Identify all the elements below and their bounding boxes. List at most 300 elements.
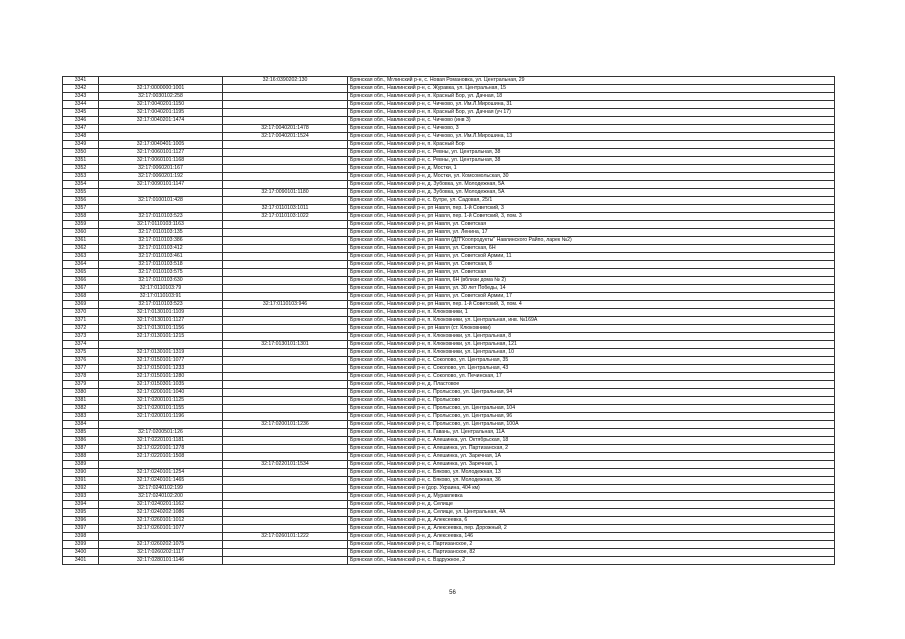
table-row [63,349,835,357]
row-number-cell: 3348 [63,133,99,141]
address-cell: Брянская обл., Мглинский р-н, с. Новая Романовка, ул. Центральная, 29 [348,77,835,85]
address-cell: Брянская обл., Навлинский р-н, с. Алешинка, ул. Заречная, 1 [348,461,835,469]
cadastral-number-cell [99,461,223,469]
cadastral-number-cell: 32:17:0030102:258 [99,93,223,101]
address-cell: Брянская обл., Навлинский р-н, д. Муравлевка [348,493,835,501]
cadastral-number-cell: 32:17:0110103:135 [99,229,223,237]
cadastral-number-alt-cell [223,141,348,149]
cadastral-number-cell [99,189,223,197]
table-row [63,309,835,317]
row-number-cell: 3373 [63,333,99,341]
table-row [63,237,835,245]
address-cell: Брянская обл., Навлинский р-н, с. Чичково, 3 [348,125,835,133]
row-number-cell: 3374 [63,341,99,349]
cadastral-number-alt-cell [223,221,348,229]
cadastral-number-cell: 32:17:0040201:1150 [99,101,223,109]
cadastral-number-alt-cell: 32:17:0090101:1180 [223,189,348,197]
row-number-cell: 3365 [63,269,99,277]
address-cell: Брянская обл., Навлинский р-н, п. Красный Бор, ул. Дачная (уч 17) [348,109,835,117]
address-cell: Брянская обл., Навлинский р-н, д. Алексеевка, пер. Дорожный, 2 [348,525,835,533]
cadastral-number-cell [99,205,223,213]
table-row [63,541,835,549]
address-cell: Брянская обл., Навлинский р-н, рп Навля, 6Н (вблизи дома № 2) [348,277,835,285]
address-cell: Брянская обл., Навлинский р-н, д. Селище [348,501,835,509]
table-row [63,213,835,221]
address-cell: Брянская обл., Навлинский р-н, рп Навля, ул. Советской Армии, 17 [348,293,835,301]
table-row [63,245,835,253]
table-row [63,461,835,469]
row-number-cell: 3401 [63,557,99,565]
address-cell: Брянская обл., Навлинский р-н, с. Пролысово, ул. Центральная, 94 [348,389,835,397]
address-cell: Брянская обл., Навлинский р-н, д. Пластовое [348,381,835,389]
cadastral-number-alt-cell [223,549,348,557]
row-number-cell: 3380 [63,389,99,397]
row-number-cell: 3343 [63,93,99,101]
table-row [63,229,835,237]
cadastral-number-alt-cell [223,429,348,437]
row-number-cell: 3386 [63,437,99,445]
row-number-cell: 3345 [63,109,99,117]
table-row [63,389,835,397]
table-row [63,477,835,485]
cadastral-number-alt-cell [223,493,348,501]
row-number-cell: 3393 [63,493,99,501]
row-number-cell: 3392 [63,485,99,493]
row-number-cell: 3363 [63,253,99,261]
cadastral-number-cell: 32:17:0060101:1127 [99,149,223,157]
row-number-cell: 3397 [63,525,99,533]
cadastral-number-alt-cell [223,325,348,333]
cadastral-number-cell: 32:17:0240201:1162 [99,501,223,509]
cadastral-number-alt-cell [223,317,348,325]
row-number-cell: 3382 [63,405,99,413]
cadastral-number-cell: 32:17:0040201:1474 [99,117,223,125]
cadastral-number-cell: 32:17:0100101:428 [99,197,223,205]
address-cell: Брянская обл., Навлинский р-н, рп Навля, ул. Советская, 8 [348,261,835,269]
cadastral-number-cell: 32:17:0130101:1127 [99,317,223,325]
cadastral-number-alt-cell [223,245,348,253]
cadastral-number-alt-cell [223,509,348,517]
cadastral-number-alt-cell [223,501,348,509]
address-cell: Брянская обл., Навлинский р-н, рп Навля (ст. Клюковники) [348,325,835,333]
row-number-cell: 3355 [63,189,99,197]
cadastral-number-alt-cell [223,477,348,485]
cadastral-number-alt-cell: 32:17:0130101:1301 [223,341,348,349]
table-row [63,397,835,405]
row-number-cell: 3383 [63,413,99,421]
address-cell: Брянская обл., Навлинский р-н, п. Клюковники, ул. Центральная, 121 [348,341,835,349]
cadastral-number-cell: 32:17:0110103:79 [99,285,223,293]
table-row [63,181,835,189]
address-cell: Брянская обл., Навлинский р-н, д. Мостки, 1 [348,165,835,173]
address-cell: Брянская обл., Навлинский р-н, с. Партизанское, 2 [348,541,835,549]
address-cell: Брянская обл., Навлинский р-н, п. Клюковники, 1 [348,309,835,317]
row-number-cell: 3361 [63,237,99,245]
cadastral-number-cell: 32:17:0110103:1163 [99,221,223,229]
row-number-cell: 3378 [63,373,99,381]
table-row [63,269,835,277]
cadastral-number-alt-cell [223,181,348,189]
row-number-cell: 3342 [63,85,99,93]
cadastral-number-alt-cell [223,437,348,445]
cadastral-number-alt-cell [223,541,348,549]
cadastral-number-cell [99,533,223,541]
table-row [63,549,835,557]
cadastral-number-alt-cell [223,365,348,373]
row-number-cell: 3368 [63,293,99,301]
address-cell: Брянская обл., Навлинский р-н, рп Навля, пер. 1-й Советский, 3, пом. 4 [348,301,835,309]
cadastral-number-alt-cell [223,101,348,109]
address-cell: Брянская обл., Навлинский р-н, рп Навля, пер. 1-й Советский, 3, пом. 3 [348,213,835,221]
row-number-cell: 3347 [63,125,99,133]
cadastral-number-alt-cell [223,413,348,421]
cadastral-number-cell: 32:17:0220101:1181 [99,437,223,445]
address-cell: Брянская обл., Навлинский р-н, с. Алешинка, ул. Октябрьская, 18 [348,437,835,445]
address-cell: Брянская обл., Навлинский р-н, с. Чичково (инв 3) [348,117,835,125]
row-number-cell: 3395 [63,509,99,517]
address-cell: Брянская обл., Навлинский р-н, п. Клюковники, ул. Центральная, инв. №169А [348,317,835,325]
table-row [63,525,835,533]
row-number-cell: 3389 [63,461,99,469]
row-number-cell: 3357 [63,205,99,213]
table-row [63,117,835,125]
table-row [63,173,835,181]
row-number-cell: 3370 [63,309,99,317]
address-cell: Брянская обл., Навлинский р-н, с. Алешинка, ул. Партизанская, 2 [348,445,835,453]
row-number-cell: 3387 [63,445,99,453]
address-cell: Брянская обл., Навлинский р-н, д. Алексеевка, 146 [348,533,835,541]
row-number-cell: 3394 [63,501,99,509]
address-cell: Брянская обл., Навлинский р-н (дор. Украина, 404 км) [348,485,835,493]
row-number-cell: 3388 [63,453,99,461]
cadastral-number-cell [99,133,223,141]
row-number-cell: 3354 [63,181,99,189]
table-row [63,405,835,413]
address-cell: Брянская обл., Навлинский р-н, с. Пролысово, ул. Центральная, 104 [348,405,835,413]
table-row [63,277,835,285]
cadastral-number-alt-cell [223,157,348,165]
cadastral-number-alt-cell [223,485,348,493]
address-cell: Брянская обл., Навлинский р-н, с. Бяково, ул. Молодежная, 13 [348,469,835,477]
cadastral-number-alt-cell: 32:17:0110103:946 [223,301,348,309]
address-cell: Брянская обл., Навлинский р-н, п. Красный Бор, ул. Дачная, 18 [348,93,835,101]
table-row [63,133,835,141]
address-cell: Брянская обл., Навлинский р-н, рп Навля, ул. Ленина, 17 [348,229,835,237]
row-number-cell: 3346 [63,117,99,125]
cadastral-number-cell [99,125,223,133]
cadastral-number-cell: 32:17:0220101:1278 [99,445,223,453]
cadastral-number-cell: 32:17:0040201:1195 [99,109,223,117]
address-cell: Брянская обл., Навлинский р-н, рп Навля, ул. Советская [348,221,835,229]
cadastral-number-cell: 32:17:0150101:1077 [99,357,223,365]
table-row [63,445,835,453]
address-cell: Брянская обл., Навлинский р-н, с. Партизанское, 82 [348,549,835,557]
cadastral-number-cell: 32:17:0240102:199 [99,485,223,493]
cadastral-number-cell [99,77,223,85]
cadastral-number-alt-cell: 32:17:0220101:1534 [223,461,348,469]
cadastral-number-cell: 32:17:0280101:1146 [99,557,223,565]
address-cell: Брянская обл., Навлинский р-н, п. Красный Бор [348,141,835,149]
cadastral-number-cell: 32:17:0110103:523 [99,301,223,309]
cadastral-number-cell: 32:17:0150101:1233 [99,365,223,373]
table-row [63,157,835,165]
cadastral-number-cell: 32:17:0240202:1086 [99,509,223,517]
row-number-cell: 3381 [63,397,99,405]
cadastral-number-alt-cell [223,557,348,565]
row-number-cell: 3359 [63,221,99,229]
cadastral-number-alt-cell [223,269,348,277]
cadastral-number-cell [99,421,223,429]
cadastral-number-cell: 32:17:0060201:192 [99,173,223,181]
cadastral-number-cell: 32:17:0000000:1001 [99,85,223,93]
row-number-cell: 3384 [63,421,99,429]
cadastral-number-cell: 32:17:0110103:523 [99,213,223,221]
address-cell: Брянская обл., Навлинский р-н, д. Алексеевка, 6 [348,517,835,525]
cadastral-number-cell: 32:17:0200101:1125 [99,397,223,405]
cadastral-number-cell: 32:17:0260202:1075 [99,541,223,549]
row-number-cell: 3350 [63,149,99,157]
table-row [63,93,835,101]
cadastral-number-alt-cell [223,309,348,317]
table-row [63,301,835,309]
cadastral-number-cell: 32:17:0110103:630 [99,277,223,285]
cadastral-number-cell: 32:17:0200101:1040 [99,389,223,397]
cadastral-number-alt-cell [223,525,348,533]
address-cell: Брянская обл., Навлинский р-н, с. Журавка, ул. Центральная, 15 [348,85,835,93]
address-cell: Брянская обл., Навлинский р-н, с. Соколово, ул. Печинская, 17 [348,373,835,381]
row-number-cell: 3400 [63,549,99,557]
row-number-cell: 3369 [63,301,99,309]
table-row [63,261,835,269]
table-row [63,469,835,477]
cadastral-number-alt-cell [223,381,348,389]
address-cell: Брянская обл., Навлинский р-н, рп Навля, ул. Советской Армии, 11 [348,253,835,261]
cadastral-number-cell: 32:17:0260202:1117 [99,549,223,557]
row-number-cell: 3379 [63,381,99,389]
cadastral-number-cell: 32:17:0130101:1156 [99,325,223,333]
cadastral-number-cell: 32:17:0150101:1280 [99,373,223,381]
cadastral-number-cell: 32:17:0150301:1035 [99,381,223,389]
cadastral-number-alt-cell [223,173,348,181]
row-number-cell: 3399 [63,541,99,549]
row-number-cell: 3372 [63,325,99,333]
row-number-cell: 3398 [63,533,99,541]
row-number-cell: 3366 [63,277,99,285]
cadastral-number-alt-cell: 32:17:0040201:1478 [223,125,348,133]
table-row [63,189,835,197]
table-row [63,501,835,509]
table-row [63,285,835,293]
table-row [63,221,835,229]
cadastral-number-alt-cell [223,373,348,381]
address-cell: Брянская обл., Навлинский р-н, д. Зубовка, ул. Молодежная, 5А [348,189,835,197]
row-number-cell: 3367 [63,285,99,293]
row-number-cell: 3362 [63,245,99,253]
address-cell: Брянская обл., Навлинский р-н, с. Пролысово, ул. Центральная, 100А [348,421,835,429]
row-number-cell: 3390 [63,469,99,477]
address-cell: Брянская обл., Навлинский р-н, с. Бяково, ул. Молодежная, 36 [348,477,835,485]
cadastral-number-alt-cell [223,349,348,357]
address-cell: Брянская обл., Навлинский р-н, рп Навля, ул. Советская [348,269,835,277]
table-row [63,509,835,517]
table-row [63,517,835,525]
row-number-cell: 3351 [63,157,99,165]
table-row [63,373,835,381]
registry-table-body [63,77,835,565]
table-row [63,197,835,205]
cadastral-number-cell: 32:17:0130101:1109 [99,309,223,317]
row-number-cell: 3360 [63,229,99,237]
address-cell: Брянская обл., Навлинский р-н, с. Алешинка, ул. Заречная, 1А [348,453,835,461]
table-row [63,413,835,421]
cadastral-number-alt-cell [223,197,348,205]
table-row [63,85,835,93]
cadastral-number-cell [99,341,223,349]
row-number-cell: 3349 [63,141,99,149]
cadastral-number-cell: 32:17:0110103:412 [99,245,223,253]
address-cell: Брянская обл., Навлинский р-н, с. Пролысово, ул. Центральная, 96 [348,413,835,421]
cadastral-number-alt-cell: 32:16:0390202:130 [223,77,348,85]
table-row [63,557,835,565]
cadastral-number-alt-cell [223,397,348,405]
cadastral-number-alt-cell: 32:17:0110103:1022 [223,213,348,221]
cadastral-number-cell: 32:17:0200101:1155 [99,405,223,413]
table-row [63,341,835,349]
address-cell: Брянская обл., Навлинский р-н, с. Ревны, ул. Центральная, 38 [348,149,835,157]
row-number-cell: 3341 [63,77,99,85]
cadastral-number-alt-cell [223,389,348,397]
row-number-cell: 3375 [63,349,99,357]
address-cell: Брянская обл., Навлинский р-н, д. Селище, ул. Центральная, 4А [348,509,835,517]
cadastral-number-alt-cell [223,333,348,341]
cadastral-number-cell: 32:17:0110103:575 [99,269,223,277]
table-row [63,381,835,389]
table-row [63,253,835,261]
row-number-cell: 3376 [63,357,99,365]
cadastral-number-alt-cell: 32:17:0040201:1524 [223,133,348,141]
cadastral-number-alt-cell [223,85,348,93]
table-row [63,149,835,157]
row-number-cell: 3391 [63,477,99,485]
table-row [63,101,835,109]
row-number-cell: 3385 [63,429,99,437]
cadastral-number-cell: 32:17:0200501:126 [99,429,223,437]
cadastral-number-alt-cell [223,117,348,125]
cadastral-number-cell: 32:17:0060201:167 [99,165,223,173]
cadastral-number-alt-cell [223,453,348,461]
cadastral-number-alt-cell [223,277,348,285]
table-row [63,437,835,445]
cadastral-number-alt-cell [223,165,348,173]
row-number-cell: 3364 [63,261,99,269]
cadastral-number-cell: 32:17:0240102:200 [99,493,223,501]
row-number-cell: 3352 [63,165,99,173]
table-row [63,533,835,541]
cadastral-number-cell: 32:17:0240101:1465 [99,477,223,485]
table-row [63,141,835,149]
registry-table [62,76,835,565]
address-cell: Брянская обл., Навлинский р-н, с. Соколово, ул. Центральная, 43 [348,365,835,373]
address-cell: Брянская обл., Навлинский р-н, п. Клюковники, ул. Центральная, 8 [348,333,835,341]
address-cell: Брянская обл., Навлинский р-н, рп Навля, пер. 1-й Советский, 3 [348,205,835,213]
cadastral-number-alt-cell [223,93,348,101]
table-row [63,453,835,461]
cadastral-number-cell: 32:17:0110103:518 [99,261,223,269]
address-cell: Брянская обл., Навлинский р-н, рп Навля (ДП"Коопродукты" Навлинского Райпо, ларек №2) [348,237,835,245]
cadastral-number-alt-cell: 32:17:0200101:1236 [223,421,348,429]
row-number-cell: 3396 [63,517,99,525]
cadastral-number-cell: 32:17:0130101:1215 [99,333,223,341]
table-row [63,109,835,117]
cadastral-number-cell: 32:17:0220101:1508 [99,453,223,461]
row-number-cell: 3377 [63,365,99,373]
cadastral-number-alt-cell [223,293,348,301]
table-row [63,125,835,133]
cadastral-number-alt-cell [223,253,348,261]
table-row [63,485,835,493]
row-number-cell: 3344 [63,101,99,109]
address-cell: Брянская обл., Навлинский р-н, с. Пролысово [348,397,835,405]
cadastral-number-cell: 32:17:0200101:1196 [99,413,223,421]
row-number-cell: 3356 [63,197,99,205]
cadastral-number-cell: 32:17:0110103:386 [99,237,223,245]
address-cell: Брянская обл., Навлинский р-н, с. Бутре, ул. Садовая, 25/1 [348,197,835,205]
cadastral-number-cell: 32:17:0110103:461 [99,253,223,261]
cadastral-number-cell: 32:17:0110103:91 [99,293,223,301]
cadastral-number-alt-cell [223,109,348,117]
address-cell: Брянская обл., Навлинский р-н, п. Клюковники, ул. Центральная, 10 [348,349,835,357]
table-row [63,293,835,301]
address-cell: Брянская обл., Навлинский р-н, с. Соколово, ул. Центральная, 35 [348,357,835,365]
table-row [63,365,835,373]
row-number-cell: 3353 [63,173,99,181]
address-cell: Брянская обл., Навлинский р-н, рп Навля, ул. Советская, 6Н [348,245,835,253]
cadastral-number-cell: 32:17:0040401:1005 [99,141,223,149]
address-cell: Брянская обл., Навлинский р-н, с. Чичково, ул. Им.Л.Мирошина, 13 [348,133,835,141]
cadastral-number-alt-cell [223,405,348,413]
cadastral-number-cell: 32:17:0260101:1012 [99,517,223,525]
cadastral-number-alt-cell [223,237,348,245]
address-cell: Брянская обл., Навлинский р-н, рп Навля, ул. 30 лет Победы, 14 [348,285,835,293]
table-row [63,421,835,429]
cadastral-number-alt-cell [223,469,348,477]
table-row [63,77,835,85]
cadastral-number-alt-cell [223,149,348,157]
table-row [63,205,835,213]
cadastral-number-alt-cell [223,229,348,237]
table-row [63,429,835,437]
address-cell: Брянская обл., Навлинский р-н, д. Зубовка, ул. Молодежная, 5А [348,181,835,189]
cadastral-number-alt-cell [223,445,348,453]
cadastral-number-cell: 32:17:0090101:1147 [99,181,223,189]
row-number-cell: 3358 [63,213,99,221]
table-row [63,357,835,365]
row-number-cell: 3371 [63,317,99,325]
cadastral-number-alt-cell [223,517,348,525]
cadastral-number-alt-cell [223,261,348,269]
page-number: 56 [449,590,456,596]
cadastral-number-cell: 32:17:0260101:1077 [99,525,223,533]
cadastral-number-alt-cell: 32:17:0260101:1222 [223,533,348,541]
table-row [63,493,835,501]
cadastral-number-alt-cell: 32:17:0110103:1011 [223,205,348,213]
table-row [63,165,835,173]
cadastral-number-alt-cell [223,285,348,293]
table-row [63,333,835,341]
address-cell: Брянская обл., Навлинский р-н, п. Гавань, ул. Центральная, 11А [348,429,835,437]
cadastral-number-cell: 32:17:0060101:1168 [99,157,223,165]
table-row [63,325,835,333]
